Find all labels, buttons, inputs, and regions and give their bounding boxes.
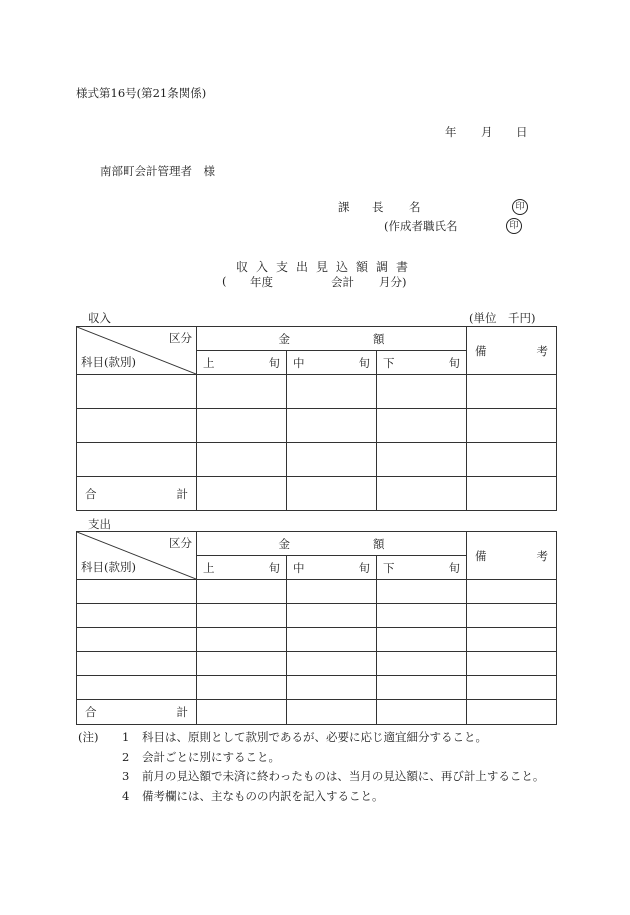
chief-ka: 課 [338,200,350,214]
header-kubun: 区分 [169,331,192,345]
chief-cho: 長 [372,200,384,214]
total-row [77,700,557,725]
notes-label: (注) [78,730,99,744]
table-row [77,409,557,443]
table-row [77,676,557,700]
table-row [77,604,557,628]
document-title: 収入支出見込額調書 [236,260,417,274]
header-biko: 備 考 [467,532,557,580]
header-kamoku: 科目(款別) [81,560,136,574]
header-diagonal-cell [77,327,197,375]
date-month: 月 [481,125,493,139]
note-3: 3 前月の見込額で未済に終わったものは、当月の見込額に、再び計上すること。 [122,769,545,783]
table-row [77,443,557,477]
date-year: 年 [445,125,457,139]
seal-icon: 印 [506,218,522,234]
creator-label: (作成者職氏名 [384,219,458,233]
table-row [77,652,557,676]
income-label: 収入 [88,311,111,325]
form-number: 様式第16号(第21条関係) [76,86,207,100]
header-jo: 上 旬 [197,351,287,375]
header-chu: 中 旬 [287,556,377,580]
header-diagonal-cell [77,532,197,580]
header-chu: 中 旬 [287,351,377,375]
total-label: 合 計 [77,477,197,511]
note-2: 2 会計ごとに別にすること。 [122,750,280,764]
addressee: 南部町会計管理者 様 [100,164,215,178]
date-day: 日 [516,125,528,139]
subtitle-paren: ( [222,274,227,288]
expense-table [76,531,557,725]
table-row [77,628,557,652]
unit-label: (単位 千円) [469,311,536,325]
header-kingaku: 金 額 [197,532,467,556]
header-ge: 下 旬 [377,351,467,375]
header-biko: 備 考 [467,327,557,375]
header-kamoku: 科目(款別) [81,355,136,369]
header-ge: 下 旬 [377,556,467,580]
header-kubun: 区分 [169,536,192,550]
seal-icon: 印 [512,199,528,215]
subtitle-nendo: 年度 [250,275,273,289]
income-table [76,326,557,511]
total-row [77,477,557,511]
table-row [77,375,557,409]
expense-label: 支出 [88,517,111,531]
header-jo: 上 旬 [197,556,287,580]
subtitle-month: 月分) [379,275,407,289]
total-label: 合 計 [77,700,197,725]
table-row [77,580,557,604]
header-kingaku: 金 額 [197,327,467,351]
note-4: 4 備考欄には、主なものの内訳を記入すること。 [122,789,384,803]
chief-mei: 名 [409,200,421,214]
subtitle-kaikei: 会計 [331,275,354,289]
note-1: (注) 1 科目は、原則として款別であるが、必要に応じ適宜細分すること。 [78,730,487,744]
